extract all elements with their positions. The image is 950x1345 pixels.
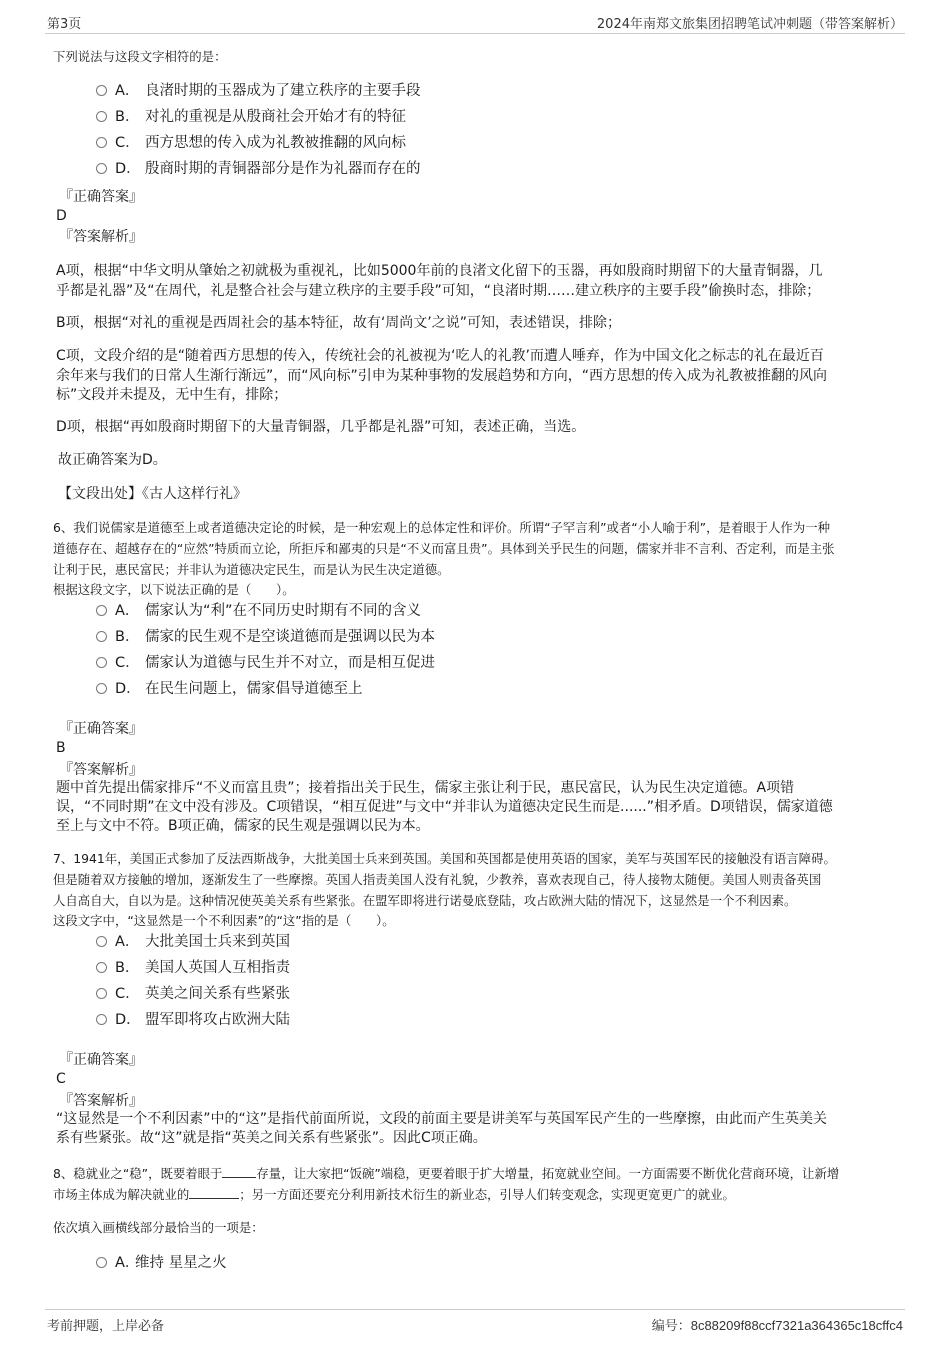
radio-icon[interactable] xyxy=(96,988,107,999)
source-note: 【文段出处】《古人这样行礼》 xyxy=(58,486,247,502)
answer-label: 『正确答案』 xyxy=(59,1052,143,1068)
analysis-line: A项，根据“中华文明从肇始之初就极为重视礼，比如5000年前的良渚文化留下的玉器，再如殷商时期留下的大量青铜器，几 xyxy=(56,263,823,279)
q5-option-a[interactable]: A． 良渚时期的玉器成为了建立秩序的主要手段 xyxy=(96,80,421,102)
analysis-line: 系有些紧张。故“这”就是指“英美之间关系有些紧张”。因此C项正确。 xyxy=(56,1130,487,1146)
q6-option-a[interactable]: A． 儒家认为“利”在不同历史时期有不同的含义 xyxy=(96,600,421,622)
radio-icon[interactable] xyxy=(96,605,107,616)
q8-option-a[interactable]: A．维持 星星之火 xyxy=(96,1252,227,1274)
q8-prompt: 依次填入画横线部分最恰当的一项是： xyxy=(53,1220,264,1235)
analysis-line: 误，“不同时期”在文中没有涉及。C项错误，“相互促进”与文中“并非认为道德决定民生而是......”相矛盾。D项错误，儒家道德 xyxy=(56,799,833,815)
radio-icon[interactable] xyxy=(96,936,107,947)
analysis-line: 故正确答案为D。 xyxy=(58,452,167,468)
analysis-line: 标”文段并未提及，无中生有，排除； xyxy=(56,387,288,403)
fill-blank-1 xyxy=(222,1163,256,1178)
q6-stem-line: 让利于民，惠民富民；并非认为道德决定民生，而是认为民生决定道德。 xyxy=(53,562,450,577)
q6-option-b[interactable]: B． 儒家的民生观不是空谈道德而是强调以民为本 xyxy=(96,626,435,648)
analysis-line: “这显然是一个不利因素”中的“这”是指代前面所说，文段的前面主要是讲美军与英国军民产生的一些摩擦，由此而产生英美关 xyxy=(56,1111,828,1127)
page-number: 第3页 xyxy=(47,17,82,32)
q7-stem-line: 但是随着双方接触的增加，逐渐发生了一些摩擦。英国人指责美国人没有礼貌，少教养，喜欢表现自己，待人接物太随便。美国人则责备英国 xyxy=(53,872,822,887)
q7-option-a[interactable]: A． 大批美国士兵来到英国 xyxy=(96,931,290,953)
q7-question: 这段文字中，“这显然是一个不利因素”的“这”指的是（ ）。 xyxy=(53,913,395,928)
analysis-label: 『答案解析』 xyxy=(59,1093,143,1109)
radio-icon[interactable] xyxy=(96,85,107,96)
page-header xyxy=(45,13,905,34)
q6-option-d[interactable]: D． 在民生问题上，儒家倡导道德至上 xyxy=(96,678,363,700)
answer-value: C xyxy=(56,1071,66,1087)
q6-stem-line: 道德存在、超越存在的“应然”特质而立论，所拒斥和鄙夷的只是“不义而富且贵”。具体到关乎民生的问题，儒家并非不言利、否定利，而是主张 xyxy=(53,541,835,556)
analysis-line: D项，根据“再如殷商时期留下的大量青铜器，几乎都是礼器”可知，表述正确，当选。 xyxy=(56,419,586,435)
footer-slogan: 考前押题，上岸必备 xyxy=(47,1319,165,1334)
q5-option-b[interactable]: B． 对礼的重视是从殷商社会开始才有的特征 xyxy=(96,106,406,128)
radio-icon[interactable] xyxy=(96,163,107,174)
q7-option-b[interactable]: B． 美国人英国人互相指责 xyxy=(96,957,290,979)
analysis-line: B项，根据“对礼的重视是西周社会的基本特征，故有‘周尚文’之说”可知，表述错误，排除； xyxy=(56,315,622,331)
answer-value: B xyxy=(56,740,66,756)
q5-prompt: 下列说法与这段文字相符的是： xyxy=(53,49,227,64)
q6-stem-line: 6、我们说儒家是道德至上或者道德决定论的时候，是一种宏观上的总体定性和评价。所谓“子罕言利”或者“小人喻于利”，是着眼于人作为一种 xyxy=(53,520,830,535)
radio-icon[interactable] xyxy=(96,683,107,694)
analysis-line: 题中首先提出儒家排斥“不义而富且贵”；接着指出关于民生，儒家主张让利于民，惠民富民，认为民生决定道德。A项错 xyxy=(56,780,795,796)
analysis-line: 至上与文中不符。B项正确，儒家的民生观是强调以民为本。 xyxy=(56,818,430,834)
answer-label: 『正确答案』 xyxy=(59,189,143,205)
document-code: 编号：8c88209f88ccf7321a364365c18cffc4 xyxy=(651,1318,903,1334)
answer-label: 『正确答案』 xyxy=(59,721,143,737)
radio-icon[interactable] xyxy=(96,137,107,148)
q8-stem-line: 市场主体成为解决就业的 ；另一方面还要充分利用新技术衍生的新业态，引导人们转变观念，实现更宽更广的就业。 xyxy=(53,1184,735,1204)
page-footer xyxy=(45,1309,905,1336)
radio-icon[interactable] xyxy=(96,657,107,668)
q8-stem-line: 8、稳就业之“稳”，既要着眼于 存量，让大家把“饭碗”端稳，更要着眼于扩大增量，拓宽就业空间。一方面需要不断优化营商环境，让新增 xyxy=(53,1163,839,1183)
q5-option-d[interactable]: D． 殷商时期的青铜器部分是作为礼器而存在的 xyxy=(96,158,421,180)
q6-question: 根据这段文字，以下说法正确的是（ ）。 xyxy=(53,582,295,597)
radio-icon[interactable] xyxy=(96,631,107,642)
radio-icon[interactable] xyxy=(96,1014,107,1025)
analysis-line: C项，文段介绍的是“随着西方思想的传入，传统社会的礼被视为‘吃人的礼教’而遭人唾弃，作为中国文化之标志的礼在最近百 xyxy=(56,348,824,364)
analysis-line: 余年来与我们的日常人生渐行渐远”，而“风向标”引申为某种事物的发展趋势和方向，“西方思想的传入成为礼教被推翻的风向 xyxy=(56,368,828,384)
analysis-label: 『答案解析』 xyxy=(59,762,143,778)
q7-option-d[interactable]: D． 盟军即将攻占欧洲大陆 xyxy=(96,1009,290,1031)
radio-icon[interactable] xyxy=(96,111,107,122)
analysis-line: 乎都是礼器”及“在周代，礼是整合社会与建立秩序的主要手段”可知，“良渚时期……建立秩序的主要手段”偷换时态，排除； xyxy=(56,283,821,299)
answer-value: D xyxy=(56,208,67,224)
q5-option-c[interactable]: C． 西方思想的传入成为礼教被推翻的风向标 xyxy=(96,132,406,154)
analysis-label: 『答案解析』 xyxy=(59,229,143,245)
q7-stem-line: 7、1941年，美国正式参加了反法西斯战争，大批美国士兵来到英国。美国和英国都是使用英语的国家，美军与英国军民的接触没有语言障碍。 xyxy=(53,851,836,866)
q7-stem-line: 人自高自大，自以为是。这种情况使英美关系有些紧张。在盟军即将进行诺曼底登陆，攻占欧洲大陆的情况下，这显然是一个不利因素。 xyxy=(53,893,797,908)
radio-icon[interactable] xyxy=(96,1257,107,1268)
radio-icon[interactable] xyxy=(96,962,107,973)
document-title: 2024年南郑文旅集团招聘笔试冲刺题（带答案解析） xyxy=(596,17,903,32)
q6-option-c[interactable]: C． 儒家认为道德与民生并不对立，而是相互促进 xyxy=(96,652,435,674)
fill-blank-2 xyxy=(189,1184,239,1199)
q7-option-c[interactable]: C． 英美之间关系有些紧张 xyxy=(96,983,290,1005)
